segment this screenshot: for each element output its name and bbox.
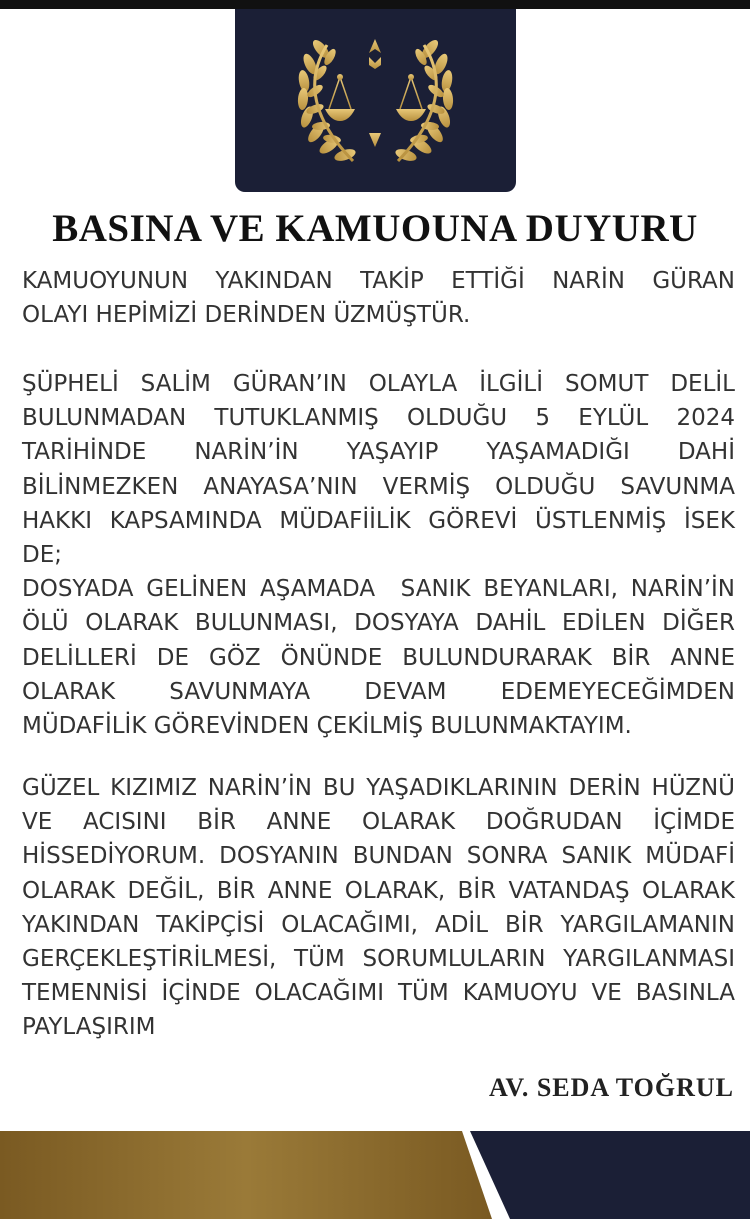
text-line: VE ACISINI BİR ANNE OLARAK DOĞRUDAN İÇİMDE <box>22 809 735 836</box>
footer-decoration <box>0 1131 750 1219</box>
text-line: HİSSEDİYORUM. DOSYANIN BUNDAN SONRA SANIK MÜDAFİ <box>22 843 735 870</box>
text-line: BULUNMADAN TUTUKLANMIŞ OLDUĞU 5 EYLÜL 2024 <box>22 405 735 432</box>
text-line: OLAYI HEPİMİZİ DERİNDEN ÜZMÜŞTÜR. <box>22 302 471 329</box>
scales-of-justice-laurel-icon <box>235 9 516 192</box>
logo-box <box>235 9 516 192</box>
text-line: TARİHİNDE NARİN’İN YAŞAYIP YAŞAMADIĞI DAHİ <box>22 439 735 466</box>
text-line: BİLİNMEZKEN ANAYASA’NIN VERMİŞ OLDUĞU SAVUNMA <box>22 473 735 500</box>
signature: AV. SEDA TOĞRUL <box>488 1073 734 1102</box>
text-line: HAKKI KAPSAMINDA MÜDAFİİLİK GÖREVİ ÜSTLENMİŞ İSEK <box>22 507 735 534</box>
text-line: ŞÜPHELİ SALİM GÜRAN’IN OLAYLA İLGİLİ SOMUT DELİL <box>22 371 735 397</box>
text-line: YAKINDAN TAKİPÇİSİ OLACAĞIMI, ADİL BİR YARGILAMANIN <box>22 911 735 938</box>
paragraph-3 <box>22 771 735 1045</box>
paragraph-2 <box>22 367 735 743</box>
paragraph-1 <box>22 264 735 332</box>
page-title: BASINA VE KAMUOUNA DUYURU <box>52 207 698 250</box>
text-line: OLARAK SAVUNMAYA DEVAM EDEMEYECEĞİMDEN <box>22 678 735 705</box>
text-line: GERÇEKLEŞTİRİLMESİ, TÜM SORUMLULARIN YARGILANMASI <box>22 945 735 972</box>
text-line: KAMUOYUNUN YAKINDAN TAKİP ETTİĞİ NARİN GÜRAN <box>22 268 735 294</box>
text-line: DE; <box>22 541 62 568</box>
text-line: MÜDAFİLİK GÖREVİNDEN ÇEKİLMİŞ BULUNMAKTAYIM. <box>22 712 632 739</box>
text-line: DELİLLERİ DE GÖZ ÖNÜNDE BULUNDURARAK BİR ANNE <box>22 644 735 671</box>
text-line: GÜZEL KIZIMIZ NARİN’İN BU YAŞADIKLARININ DERİN HÜZNÜ <box>22 775 735 801</box>
text-line: OLARAK DEĞİL, BİR ANNE OLARAK, BİR VATANDAŞ OLARAK <box>22 877 735 904</box>
text-line: PAYLAŞIRIM <box>22 1014 156 1041</box>
text-line: ÖLÜ OLARAK BULUNMASI, DOSYAYA DAHİL EDİLEN DİĞER <box>22 610 735 637</box>
text-line: DOSYADA GELİNEN AŞAMADA SANIK BEYANLARI, NARİN’İN <box>22 576 735 603</box>
top-bar <box>0 0 750 9</box>
text-line: TEMENNİSİ İÇİNDE OLACAĞIMI TÜM KAMUOYU VE BASINLA <box>22 980 735 1007</box>
